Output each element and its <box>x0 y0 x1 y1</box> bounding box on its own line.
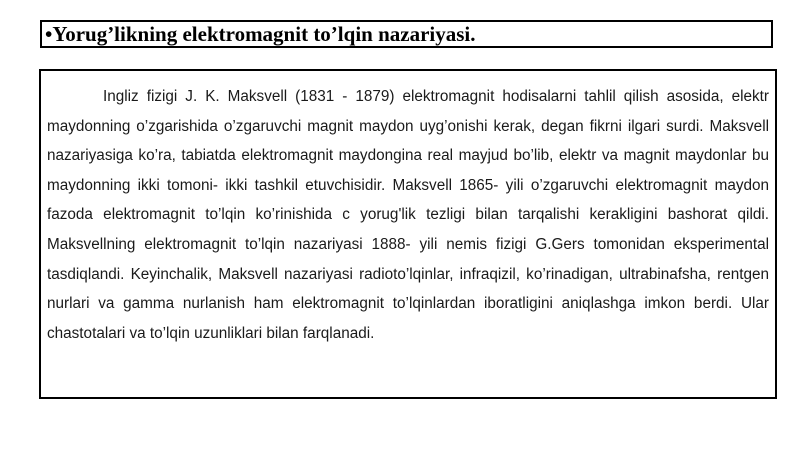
body-paragraph: Ingliz fizigi J. K. Maksvell (1831 - 1879) elektromagnit hodisalarni tahlil qilish asosida, elektr maydonning o’zgarishida o’zgaruvchi magnit maydon uyg’onishi kerak, degan fikrni ilgari surdi. Maksvell nazariyasiga ko’ra, tabiatda elektromagnit maydongina real mayjud bo’lib, elektr va magnit maydonlar bu maydonning ikki tomoni- ikki tashkil etuvchisidir. Maksvell 1865- yili o’zgaruvchi elektromagnit maydon fazoda elektromagnit to’lqin ko’rinishida c yorug'lik tezligi bilan tarqalishi kerakligini bashorat qildi. Maksvellning elektromagnit to’lqin nazariyasi 1888- yili nemis fizigi G.Gers tomonidan eksperimental tasdiqlandi. Keyinchalik, Maksvell nazariyasi radioto’lqinlar, infraqizil, ko’rinadigan, ultrabinafsha, rentgen nurlari va gamma nurlanish ham elektromagnit to’lqinlardan iboratligini aniqlashga imkon berdi. Ular chastotalari va to’lqin uzunliklari bilan farqlanadi. <box>47 88 769 342</box>
body-text-box <box>39 69 777 399</box>
slide-title: •Yorug’likning elektromagnit to’lqin nazariyasi. <box>45 21 476 46</box>
title-box <box>40 20 773 48</box>
